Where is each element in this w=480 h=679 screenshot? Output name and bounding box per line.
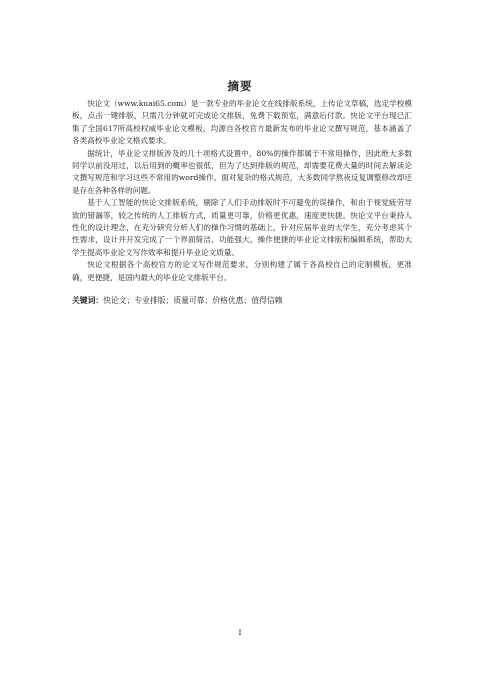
abstract-paragraph-2: 据统计，毕业论文排版涉及的几十项格式设置中，80%的操作都属于不常用操作，因此绝大多数同学以前没用过，以后用到的概率也很低，但为了达到排版的规范，却需要花费大量的时间去解读论文撰写规范和学习这些不常用的word操作。面对复杂的格式规范，大多数同学熬夜反复调整修改却还是存在各种各样的问题。 — [72, 148, 412, 195]
page-number: I — [238, 628, 242, 637]
keywords-list: 快论文；专业排版；质量可靠；价格优惠；值得信赖 — [103, 296, 283, 306]
abstract-paragraph-4: 快论文根据各个高校官方的论文写作规范要求，分别构建了属于各高校自己的定制模板，更准确，更便捷，是国内最大的毕业论文排版平台。 — [72, 260, 412, 282]
keywords-line — [72, 295, 412, 307]
abstract-paragraph-1: 快论文（www.kuai65.com）是一款专业的毕业论文在线排版系统，上传论文草稿，选定学校模板，点击一键排版，只需几分钟就可完成论文排版，免费下载预览，满意后付款。快论文平台现已汇集了全国617所高校权威毕业论文模板，均源自各校官方最新发布的毕业论文撰写规范，基本涵盖了各类高校毕业论文格式要求。 — [72, 99, 412, 146]
abstract-body — [72, 98, 412, 307]
abstract-title: 摘要 — [227, 79, 253, 93]
abstract-paragraph-3: 基于人工智能的快论文排版系统，剔除了人们手动排版时不可避免的误操作，和由于视觉疲劳导致的错漏等，较之传统的人工排版方式，质量更可靠，价格更优惠，速度更快捷。快论文平台秉持人性化的设计理念，在充分研究分析人们的操作习惯的基础上，针对应届毕业的大学生，充分考虑其个性需求，设计并开发完成了一个界面简洁、功能强大、操作便捷的毕业论文排版和编辑系统，帮助大学生提高毕业论文写作效率和提升毕业论文质量。 — [72, 198, 412, 257]
keywords-label: 关键词： — [72, 296, 104, 306]
